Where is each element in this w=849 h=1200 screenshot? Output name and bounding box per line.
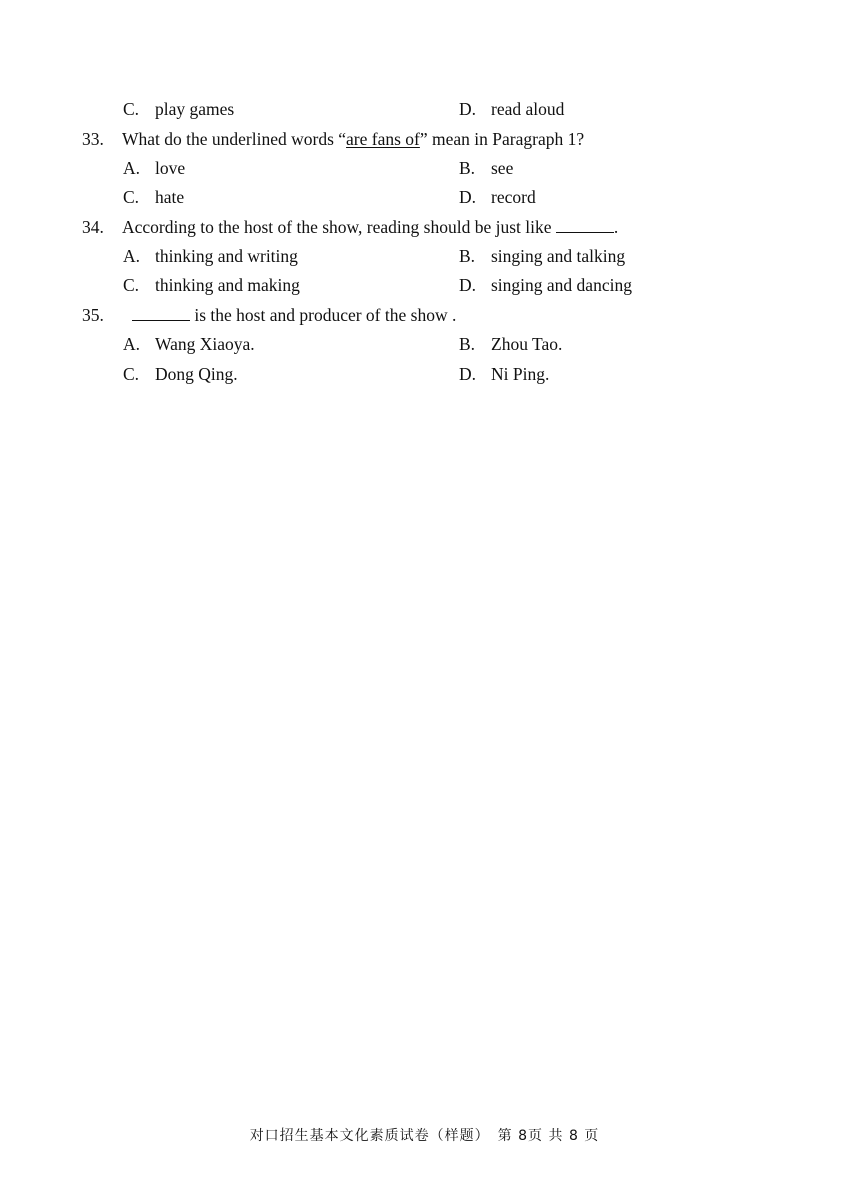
- q33-number: 33.: [82, 129, 104, 149]
- option-letter: C.: [123, 99, 140, 119]
- option-text: Ni Ping.: [491, 364, 550, 384]
- q34-option-b: [459, 245, 625, 267]
- option-letter: A.: [123, 246, 141, 266]
- q33-stem: [122, 128, 584, 150]
- option-text: singing and talking: [491, 246, 626, 266]
- answer-blank: [556, 218, 614, 233]
- option-text: thinking and writing: [155, 246, 298, 266]
- q35-option-b: [459, 333, 562, 355]
- option-letter: A.: [123, 334, 141, 354]
- option-text: record: [491, 187, 536, 207]
- q34-stem-end: .: [613, 217, 619, 237]
- option-text: Wang Xiaoya.: [155, 334, 255, 354]
- q35-number: 35.: [82, 305, 104, 325]
- q34-option-d: [459, 274, 632, 296]
- q34-option-c: [123, 274, 300, 296]
- answer-blank: [132, 306, 190, 321]
- q32-option-d: [459, 98, 564, 120]
- option-text: love: [155, 158, 186, 178]
- option-letter: A.: [123, 158, 141, 178]
- q33-option-b: [459, 157, 513, 179]
- q32-option-c: [123, 98, 234, 120]
- q34-stem: [122, 216, 618, 238]
- option-letter: D.: [459, 99, 477, 119]
- q35-option-d: [459, 363, 549, 385]
- q33-option-a: [123, 157, 185, 179]
- q33-option-d: [459, 186, 536, 208]
- q35-stem: [132, 304, 456, 326]
- option-letter: C.: [123, 275, 140, 295]
- option-text: thinking and making: [155, 275, 300, 295]
- q34-option-a: [123, 245, 298, 267]
- q35-stem-text: is the host and producer of the show .: [190, 305, 457, 325]
- option-letter: D.: [459, 364, 477, 384]
- option-text: singing and dancing: [491, 275, 632, 295]
- option-letter: B.: [459, 246, 476, 266]
- option-letter: D.: [459, 187, 477, 207]
- option-text: hate: [155, 187, 185, 207]
- option-letter: C.: [123, 187, 140, 207]
- option-text: see: [491, 158, 514, 178]
- q33-stem-before: What do the underlined words “: [122, 129, 347, 149]
- option-letter: B.: [459, 158, 476, 178]
- option-text: Dong Qing.: [155, 364, 238, 384]
- q35-option-a: [123, 333, 255, 355]
- q34-number: 34.: [82, 217, 104, 237]
- option-text: Zhou Tao.: [491, 334, 563, 354]
- option-text: read aloud: [491, 99, 565, 119]
- option-letter: B.: [459, 334, 476, 354]
- option-letter: D.: [459, 275, 477, 295]
- option-text: play games: [155, 99, 235, 119]
- q35-option-c: [123, 363, 238, 385]
- q33-stem-after: ” mean in Paragraph 1?: [419, 129, 585, 149]
- q33-option-c: [123, 186, 184, 208]
- q33-underlined-words: are fans of: [346, 129, 420, 149]
- q34-stem-text: According to the host of the show, reading should be just like: [122, 217, 552, 237]
- page-footer: 对口招生基本文化素质试卷（样题） 第 8页 共 8 页: [249, 1128, 600, 1144]
- option-letter: C.: [123, 364, 140, 384]
